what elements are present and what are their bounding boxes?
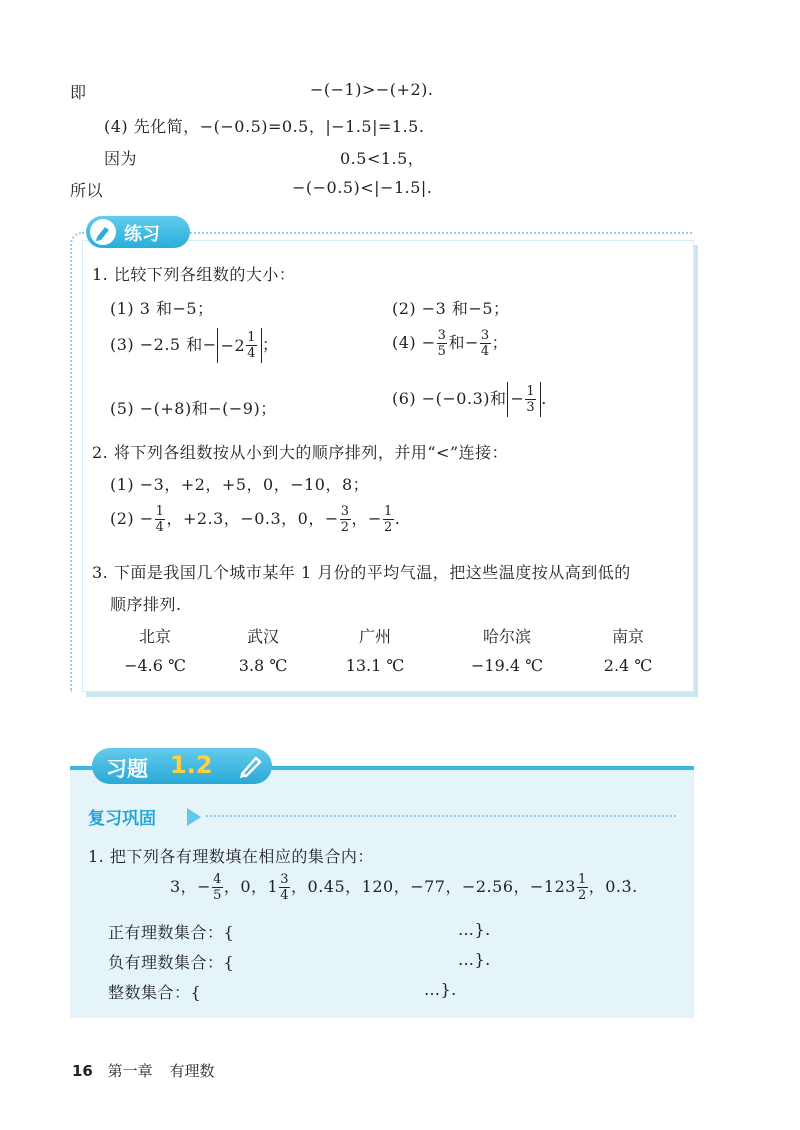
set-negative-label: 负有理数集合：{ bbox=[108, 953, 235, 972]
numbers-part-a: 3，− bbox=[170, 877, 212, 896]
page-number: 16 bbox=[72, 1062, 93, 1080]
review-dotted-divider bbox=[206, 815, 676, 817]
city-temperature: −19.4 ℃ bbox=[470, 656, 543, 675]
set-integer-end: …}. bbox=[424, 980, 457, 999]
absolute-value-bars bbox=[217, 328, 262, 363]
part6-sign: − bbox=[510, 389, 525, 408]
q2p2-middle2: ，− bbox=[351, 509, 382, 528]
practice-q1-part4 bbox=[392, 328, 508, 359]
part3-prefix: (3) −2.5 和− bbox=[110, 335, 217, 354]
practice-q1-stem: 1. 比较下列各组数的大小： bbox=[92, 265, 296, 284]
q2p2-middle: ，+2.3，−0.3，0，− bbox=[166, 509, 339, 528]
set-negative-end: …}. bbox=[458, 950, 491, 969]
fraction-denominator: 4 bbox=[480, 344, 490, 359]
numbers-part-d: ，0.3̇. bbox=[588, 877, 638, 896]
part6-suffix: . bbox=[541, 389, 547, 408]
exercise-title-word: 习题 bbox=[106, 757, 148, 781]
practice-q1-part1: (1) 3 和−5； bbox=[110, 299, 214, 318]
practice-q3-stem-line1: 3. 下面是我国几个城市某年 1 月份的平均气温，把这些温度按从高到低的 bbox=[92, 563, 631, 582]
fraction-denominator: 2 bbox=[383, 520, 393, 535]
part3-suffix: ； bbox=[261, 335, 279, 354]
fraction-denominator: 5 bbox=[213, 888, 222, 903]
q2p2-prefix: (2) − bbox=[110, 509, 154, 528]
practice-q1-part3 bbox=[110, 328, 279, 363]
chapter-label: 第一章 bbox=[107, 1062, 153, 1080]
chapter-title: 有理数 bbox=[169, 1062, 215, 1080]
practice-q2-stem: 2. 将下列各组数按从小到大的顺序排列，并用“<”连接： bbox=[92, 443, 509, 462]
mixed-whole: −2 bbox=[220, 336, 246, 355]
city-temperature: 13.1 ℃ bbox=[345, 656, 405, 675]
city-name: 南京 bbox=[611, 627, 644, 646]
example-word-ji: 即 bbox=[70, 83, 87, 102]
set-positive-end: …}. bbox=[458, 920, 491, 939]
fraction-denominator: 2 bbox=[577, 888, 587, 903]
practice-q3-stem-line2: 顺序排列. bbox=[110, 595, 182, 614]
part4-suffix: ； bbox=[491, 333, 509, 352]
triangle-arrow-icon bbox=[187, 808, 201, 826]
fraction-numerator: 3 bbox=[480, 328, 490, 343]
city-temperature: −4.6 ℃ bbox=[124, 656, 186, 675]
fraction-numerator: 1 bbox=[383, 504, 393, 519]
fraction-numerator: 1 bbox=[526, 384, 536, 399]
practice-q1-part2: (2) −3 和−5； bbox=[392, 299, 510, 318]
absolute-value-bars bbox=[507, 382, 542, 417]
exercise-title-number: 1.2 bbox=[170, 751, 213, 779]
page-footer bbox=[72, 1060, 214, 1081]
example-expression-2: 0.5<1.5， bbox=[340, 149, 425, 168]
fraction-numerator: 4 bbox=[213, 872, 222, 887]
review-heading: 复习巩固 bbox=[88, 809, 156, 829]
practice-q2-part2 bbox=[110, 504, 400, 535]
part6-prefix: (6) −(−0.3)和 bbox=[392, 389, 507, 408]
exercise-title-tag bbox=[92, 748, 272, 784]
city-name: 广州 bbox=[358, 627, 391, 646]
fraction-denominator: 4 bbox=[247, 346, 256, 361]
example-step-4: (4) 先化简，−(−0.5)=0.5，|−1.5|=1.5. bbox=[104, 117, 425, 136]
set-positive-label: 正有理数集合：{ bbox=[108, 923, 235, 942]
fraction-numerator: 3 bbox=[280, 872, 290, 887]
city-name: 武汉 bbox=[246, 627, 279, 646]
practice-title-tag bbox=[86, 216, 190, 248]
fraction-denominator: 4 bbox=[155, 520, 165, 535]
example-word-because: 因为 bbox=[104, 149, 138, 168]
fraction-denominator: 2 bbox=[340, 520, 350, 535]
exercise-q1-numbers bbox=[170, 872, 638, 903]
fraction-numerator: 3 bbox=[340, 504, 350, 519]
numbers-part-b: ，0，1 bbox=[223, 877, 279, 896]
part4-middle: 和− bbox=[448, 333, 479, 352]
fraction-numerator: 1 bbox=[155, 504, 165, 519]
fraction-denominator: 5 bbox=[437, 344, 447, 359]
city-name: 哈尔滨 bbox=[482, 627, 531, 646]
city-temperature: 2.4 ℃ bbox=[603, 656, 653, 675]
fraction-denominator: 4 bbox=[280, 888, 290, 903]
city-name: 北京 bbox=[138, 627, 171, 646]
example-expression-1: −(−1)>−(+2). bbox=[310, 80, 434, 99]
numbers-part-c: ，0.45，120，−77，−2.56，−123 bbox=[291, 877, 576, 896]
example-word-so: 所以 bbox=[70, 181, 104, 200]
fraction-numerator: 3 bbox=[437, 328, 447, 343]
example-expression-3: −(−0.5)<|−1.5|. bbox=[292, 178, 433, 197]
practice-q2-part1: (1) −3，+2，+5，0，−10，8； bbox=[110, 475, 370, 494]
part4-prefix: (4) − bbox=[392, 333, 436, 352]
practice-title: 练习 bbox=[124, 224, 160, 245]
city-temperature: 3.8 ℃ bbox=[238, 656, 288, 675]
fraction-denominator: 3 bbox=[526, 400, 536, 415]
fraction-numerator: 1 bbox=[247, 330, 256, 345]
set-integer-label: 整数集合：{ bbox=[108, 983, 202, 1002]
pencil-circle-icon bbox=[90, 219, 116, 245]
practice-q1-part5: (5) −(+8)和−(−9)； bbox=[110, 399, 277, 418]
q2p2-suffix: . bbox=[394, 509, 401, 528]
pencil-icon bbox=[238, 754, 264, 782]
fraction-numerator: 1 bbox=[577, 872, 587, 887]
practice-q1-part6 bbox=[392, 382, 547, 417]
exercise-q1-stem: 1. 把下列各有理数填在相应的集合内： bbox=[88, 847, 374, 866]
